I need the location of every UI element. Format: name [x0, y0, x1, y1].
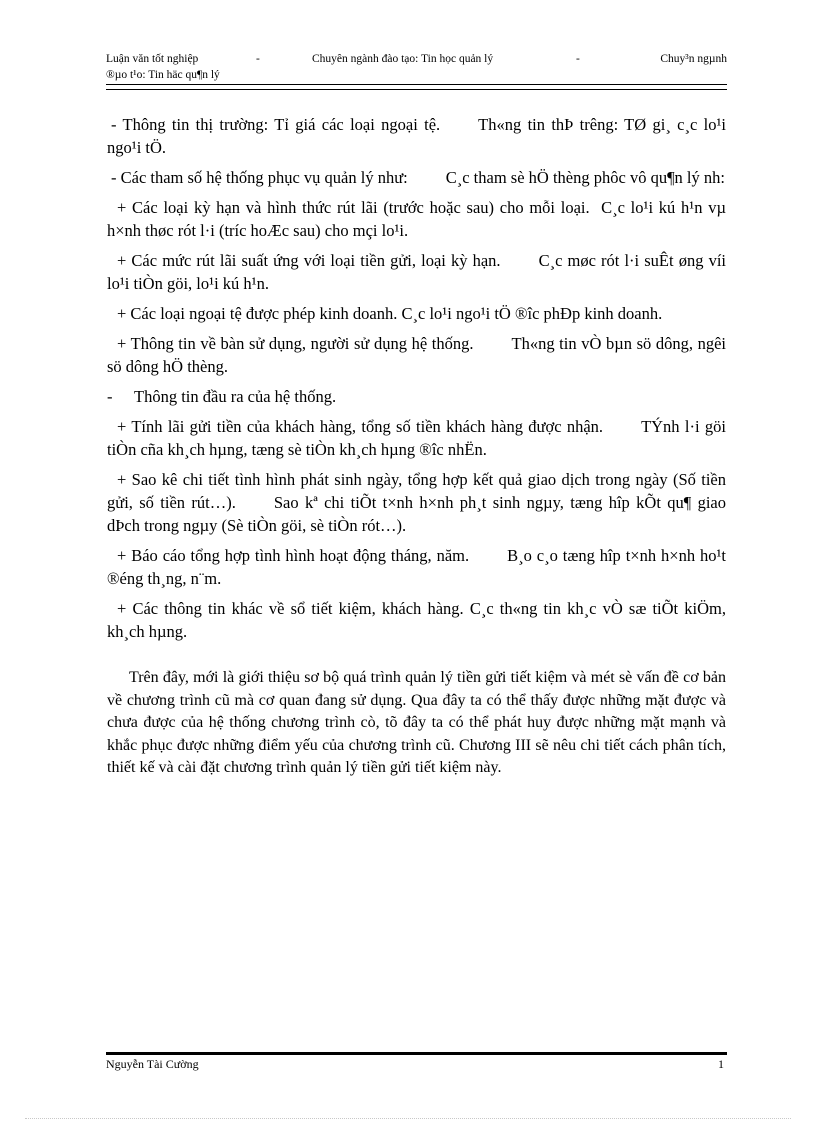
paragraph-term-types — [107, 196, 726, 242]
paragraph-lead: + Báo cáo tổng hợp tình hình hoạt động tháng, năm. — [117, 546, 470, 565]
header-thesis-label: Luận văn tốt nghiệp — [106, 53, 199, 65]
header-separator: - — [576, 53, 580, 65]
paragraph-other-info — [107, 597, 726, 643]
closing-paragraph: Trên đây, mới là giới thiệu sơ bộ quá trình quản lý tiền gửi tiết kiệm và mét sè vấn đề cơ bản về chương trình cũ mà cơ quan đang sử dụng. Qua đây ta có thể thấy được những mặt được và chưa được của hệ thống chương trình cò, tõ đây ta có thể phát huy được những mặt mạnh và khắc phục được những điểm yếu của chương trình cũ. Chương III sẽ nêu chi tiết cách phân tích, thiết kế và cài đặt chương trình quản lý tiền gửi tiết kiệm này. — [107, 669, 726, 776]
paragraph-lead: + Tính lãi gửi tiền của khách hàng, tổng số tiền khách hàng được nhận. — [117, 417, 604, 436]
paragraph-garbled: C¸c møc rót l·i suÊt øng víi lo¹i tiÒn göi, lo¹i kú h¹n. — [107, 251, 726, 293]
paragraph-interest-calc — [107, 415, 726, 461]
paragraph-garbled: B¸o c¸o tæng hîp t×nh h×nh ho¹t ®éng th¸ng, n¨m. — [107, 546, 726, 588]
paragraph-lead: + Sao kê chi tiết tình hình phát sinh ngày, tổng hợp kết quả giao dịch trong ngày (Số tiền gửi, số tiền rút…). — [107, 470, 726, 512]
paragraph-system-params — [107, 166, 726, 189]
output-heading — [107, 385, 726, 408]
header-divider — [106, 84, 727, 90]
paragraph-garbled: C¸c tham sè hÖ thèng phôc vô qu¶n lý nh: — [445, 168, 725, 187]
page-bottom-edge — [25, 1118, 791, 1119]
paragraph-lead: + Các thông tin khác về sổ tiết kiệm, khách hàng. — [117, 599, 464, 618]
paragraph-currencies — [107, 302, 726, 325]
heading-text: Thông tin đầu ra của hệ thống. — [134, 387, 337, 406]
paragraph-lead: + Các mức rút lãi suất ứng với loại tiền gửi, loại kỳ hạn. — [117, 251, 501, 270]
paragraph-lead: - Thông tin thị trường: Tỉ giá các loại ngoại tệ. — [111, 115, 441, 134]
footer-divider — [106, 1052, 727, 1055]
paragraph-lead: + Các loại ngoại tệ được phép kinh doanh. — [117, 304, 398, 323]
paragraph-market-info — [107, 113, 726, 159]
paragraph-monthly-report — [107, 544, 726, 590]
header-major-label: Chuyên ngành đào tạo: Tin học quản lý — [312, 53, 494, 65]
paragraph-garbled: Th«ng tin vÒ bµn sö dông, ngêi sö dông hÖ thèng. — [107, 334, 727, 376]
header-garbled-line2: ®µo t¹o: Tin häc qu¶n lý — [106, 69, 220, 81]
paragraph-garbled: C¸c th«ng tin kh¸c vÒ sæ tiÕt kiÖm, kh¸ch hµng. — [107, 599, 727, 641]
paragraph-garbled: Sao kª chi tiÕt t×nh h×nh ph¸t sinh ngµy, tæng hîp kÕt qu¶ giao dÞch trong ngµy (Sè tiÒn göi, sè tiÒn rót…). — [107, 493, 727, 535]
paragraph-garbled: TÝnh l·i göi tiÒn cña kh¸ch hµng, tæng sè tiÒn kh¸ch hµng ®îc nhËn. — [107, 417, 726, 459]
page-header — [106, 52, 727, 83]
footer-author: Nguyễn Tài Cường — [106, 1057, 199, 1071]
header-garbled-right: Chuy³n ngµnh — [660, 53, 727, 65]
paragraph-lead: - Các tham số hệ thống phục vụ quản lý như: — [111, 168, 408, 187]
paragraph-users — [107, 332, 726, 378]
paragraph-daily-report — [107, 468, 726, 537]
header-separator: - — [256, 53, 260, 65]
paragraph-garbled: C¸c lo¹i ngo¹i tÖ ®îc phÐp kinh doanh. — [401, 304, 663, 323]
paragraph-interest-rates — [107, 249, 726, 295]
body-text — [107, 113, 726, 796]
paragraph-garbled: C¸c lo¹i kú h¹n vµ h×nh thøc rót l·i (tríc hoÆc sau) cho mçi lo¹i. — [107, 198, 726, 240]
page-number: 1 — [718, 1057, 724, 1071]
paragraph-lead: + Thông tin về bàn sử dụng, người sử dụng hệ thống. — [117, 334, 474, 353]
heading-dash: - — [107, 387, 113, 406]
paragraph-lead: + Các loại kỳ hạn và hình thức rút lãi (trước hoặc sau) cho mỗi loại. — [117, 198, 590, 217]
paragraph-garbled: Th«ng tin thÞ trêng: TØ gi¸ c¸c lo¹i ngo¹i tÖ. — [107, 115, 727, 157]
